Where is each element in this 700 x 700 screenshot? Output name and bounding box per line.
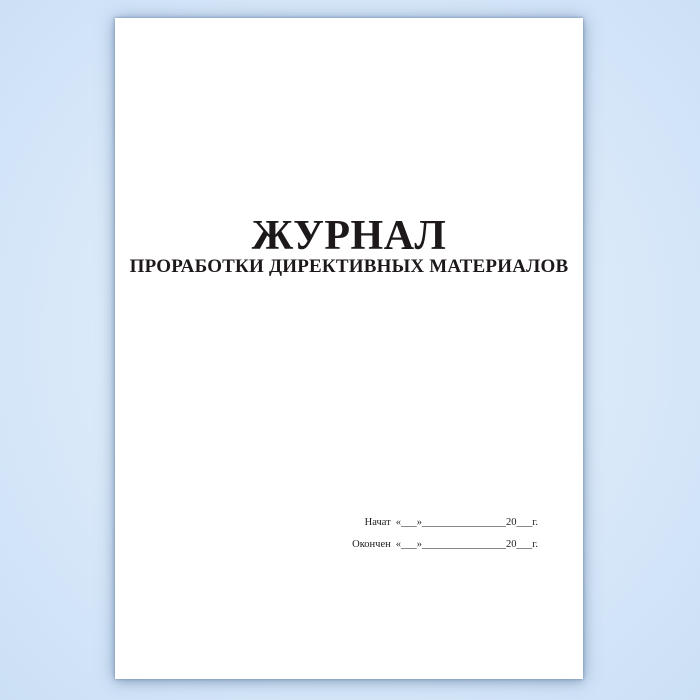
title-block bbox=[115, 215, 583, 278]
finished-label: Окончен bbox=[352, 539, 391, 550]
finished-blank-line: «___»________________20___г. bbox=[395, 539, 538, 550]
journal-title: ЖУРНАЛ bbox=[251, 213, 447, 259]
journal-subtitle: ПРОРАБОТКИ ДИРЕКТИВНЫХ МАТЕРИАЛОВ bbox=[129, 256, 569, 277]
journal-cover-sheet bbox=[115, 18, 583, 679]
date-line-started bbox=[352, 512, 538, 534]
started-blank-line: «___»________________20___г. bbox=[395, 517, 538, 528]
dates-block bbox=[352, 512, 538, 556]
date-line-finished bbox=[352, 534, 538, 556]
started-label: Начат bbox=[364, 517, 391, 528]
